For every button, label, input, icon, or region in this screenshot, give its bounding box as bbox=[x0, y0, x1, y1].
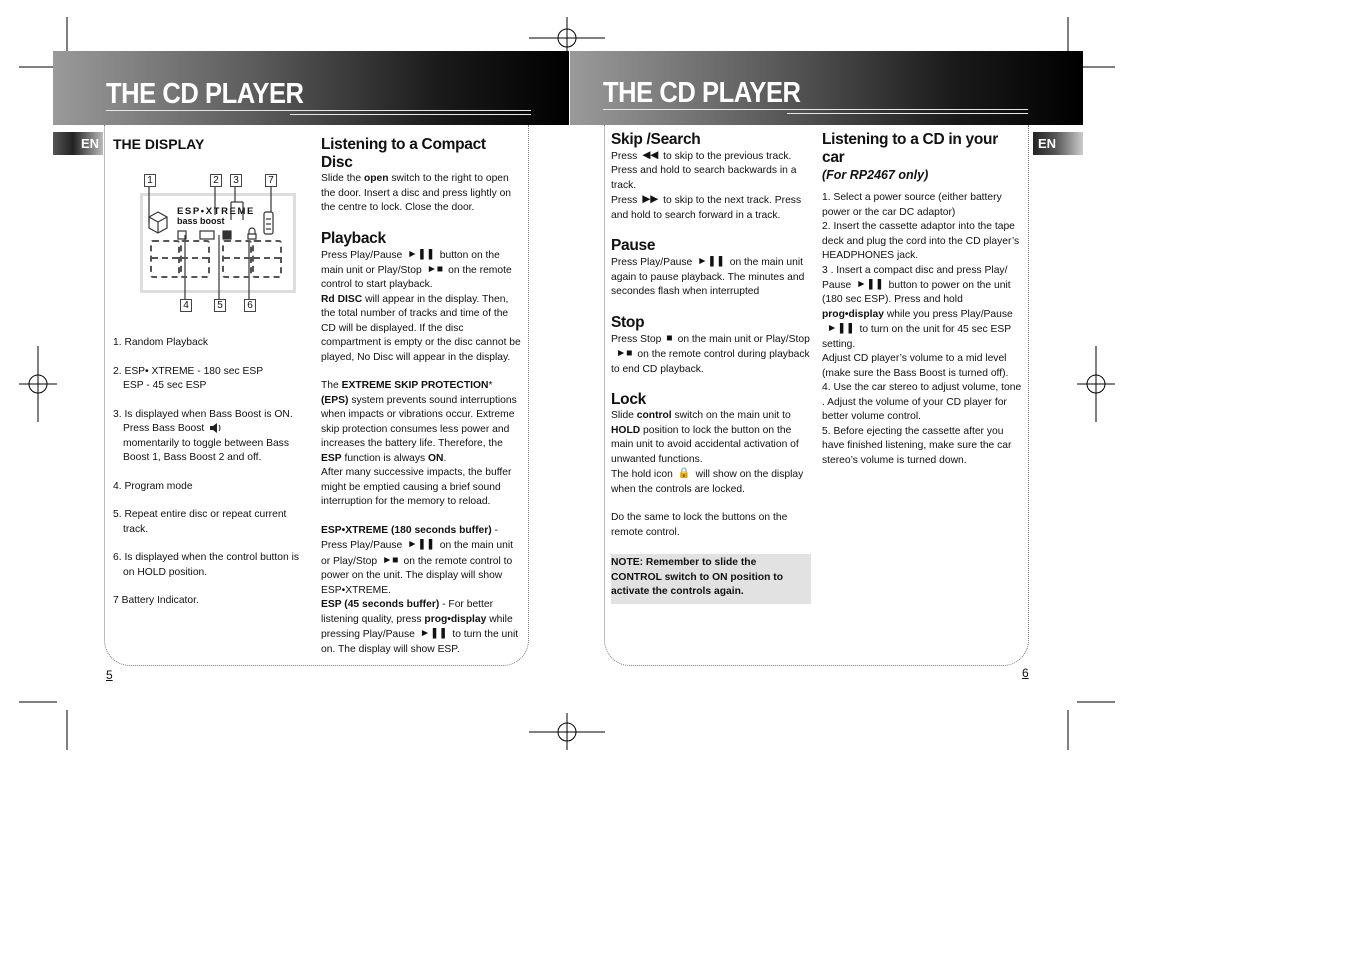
car-heading: Listening to a CD in your car bbox=[822, 131, 998, 166]
random-cube-icon bbox=[149, 212, 167, 233]
stop-icon: ■ bbox=[666, 332, 673, 344]
playback-rd-disc: Rd DISC will appear in the display. Then, the total number of tracks and time of the CD will be displayed. If the disc compartment is empty or the disc cannot be played, No Disc will appear in the display. bbox=[321, 293, 521, 363]
callout-2: 2 bbox=[210, 174, 222, 187]
play-pause-icon: ►❚❚ bbox=[407, 539, 435, 551]
bass-boost-speaker-icon bbox=[209, 422, 221, 434]
legend-item-1: 1. Random Playback bbox=[113, 337, 209, 348]
right-column-1 bbox=[611, 131, 811, 604]
left-banner-rule-2 bbox=[290, 114, 531, 115]
display-legend bbox=[113, 336, 309, 609]
lcd-digit-2 bbox=[180, 240, 210, 278]
callout-4: 4 bbox=[180, 299, 192, 312]
battery-icon bbox=[264, 212, 273, 234]
skip-back-icon: ◀◀ bbox=[642, 150, 659, 161]
lock-text: Slide control switch on the main unit to HOLD position to lock the button on the main unit to avoid accidental activation of unwanted functions. bbox=[611, 410, 799, 465]
lock-hold-icon-text: The hold icon 🔒 will show on the display when the controls are locked. bbox=[611, 468, 804, 495]
esp-45-text: ESP (45 seconds buffer) - For better listening quality, press prog•display while pressing Play/Pause ►❚❚ to turn the unit on. The display will show ESP. bbox=[321, 599, 519, 655]
lock-icon: 🔒 bbox=[677, 468, 691, 480]
callout-1: 1 bbox=[144, 174, 156, 187]
car-step-2: 2. Insert the cassette adaptor into the tape deck and plug the cord into the CD player’s HEADPHONES jack. bbox=[822, 221, 1020, 261]
lcd-digit-1 bbox=[150, 240, 180, 278]
left-banner-rule bbox=[106, 110, 531, 111]
play-pause-icon: ►❚❚ bbox=[407, 248, 435, 260]
lcd-digit-3 bbox=[222, 240, 252, 278]
right-page-number: 6 bbox=[1022, 666, 1029, 680]
skip-heading: Skip /Search bbox=[611, 131, 701, 148]
skip-forward-icon: ▶▶ bbox=[642, 194, 659, 206]
car-step-5: 5. Before ejecting the cassette after you have finished listening, make sure the car stereo’s volume is turned down. bbox=[822, 425, 1012, 466]
eps-buffer-text: After many successive impacts, the buffer might be emptied causing a brief sound interruption for the memory to reload. bbox=[321, 467, 512, 508]
play-pause-icon: ►❚❚ bbox=[827, 323, 855, 335]
callout-7: 7 bbox=[265, 174, 277, 187]
pause-heading: Pause bbox=[611, 237, 656, 255]
legend-item-6b: on HOLD position. bbox=[123, 566, 208, 578]
lcd-digit-4 bbox=[252, 240, 282, 278]
repeat-one-icon bbox=[223, 231, 231, 239]
right-banner-rule-2 bbox=[787, 113, 1028, 114]
car-subheading: (For RP2467 only) bbox=[822, 168, 929, 182]
display-heading: THE DISPLAY bbox=[113, 136, 205, 152]
legend-item-5: 5. Repeat entire disc or repeat current bbox=[113, 509, 287, 520]
playback-text: Press Play/Pause ►❚❚ button on the main unit or Play/Stop ►■ on the remote control to start playback. bbox=[321, 248, 512, 291]
pause-text: Press Play/Pause ►❚❚ on the main unit again to pause playback. The minutes and secondes flash when interrupted bbox=[611, 256, 805, 298]
legend-item-3: 3. Is displayed when Bass Boost is ON. bbox=[113, 408, 293, 420]
left-lang-tab: EN bbox=[53, 132, 103, 155]
car-step-1: 1. Select a power source (either battery power or the car DC adaptor) bbox=[822, 192, 1002, 218]
lcd-esp-xtreme-label: ESP•XTREME bbox=[177, 206, 255, 217]
play-pause-icon: ►❚❚ bbox=[419, 628, 448, 640]
lock-heading: Lock bbox=[611, 391, 646, 409]
legend-item-4: 4. Program mode bbox=[113, 480, 193, 492]
legend-item-5b: track. bbox=[123, 523, 149, 535]
listening-column bbox=[321, 136, 521, 657]
right-column-2 bbox=[822, 131, 1023, 468]
skip-previous-text: Press ◀◀ to skip to the previous track. Press and hold to search backwards in a track. bbox=[611, 150, 797, 191]
playback-heading: Playback bbox=[321, 229, 386, 247]
listening-heading: Listening to a Compact Disc bbox=[321, 136, 486, 171]
callout-5: 5 bbox=[214, 299, 226, 312]
left-page-title: THE CD PLAYER bbox=[106, 78, 304, 110]
callout-3: 3 bbox=[230, 174, 242, 187]
lock-remote-text: Do the same to lock the buttons on the remote control. bbox=[611, 512, 788, 538]
right-page-title: THE CD PLAYER bbox=[603, 77, 801, 109]
legend-item-3b: Press Bass Boost bbox=[113, 422, 309, 437]
repeat-icon bbox=[200, 231, 214, 239]
right-lang-tab: EN bbox=[1033, 132, 1083, 155]
play-pause-icon: ►❚❚ bbox=[697, 256, 725, 268]
stop-heading: Stop bbox=[611, 313, 645, 331]
legend-item-3c: momentarily to toggle between Bass Boost 1, Bass Boost 2 and off. bbox=[123, 437, 289, 463]
legend-item-7: 7 Battery Indicator. bbox=[113, 595, 199, 606]
lock-icon bbox=[248, 228, 256, 239]
play-stop-icon: ►■ bbox=[426, 263, 444, 275]
car-step-3: 3 . Insert a compact disc and press Play/ Pause ►❚❚ button to power on the unit (180 sec ESP). Press and hold prog•display while you press Play/Pause►❚❚ to turn on the unit for 45 sec ESP setting. bbox=[822, 264, 1013, 350]
lcd-bass-boost-label: bass boost bbox=[177, 216, 225, 226]
right-banner-rule bbox=[603, 109, 1028, 110]
play-pause-icon: ►❚❚ bbox=[856, 279, 884, 290]
car-step-4: 4. Use the car stereo to adjust volume, tone . Adjust the volume of your CD player for better volume control. bbox=[822, 382, 1022, 423]
eps-text: The EXTREME SKIP PROTECTION* (EPS) system prevents sound interruptions when impacts or vibrations occur. Extreme skip protection consumes less power and increases the battery life. Therefore, the ESP function is always ON. bbox=[321, 380, 517, 464]
skip-next-text: Press ▶▶ to skip to the next track. Press and hold to search forward in a track. bbox=[611, 194, 802, 221]
display-column bbox=[113, 136, 309, 153]
play-stop-icon: ►■ bbox=[382, 554, 399, 566]
legend-item-6: 6. Is displayed when the control button is bbox=[113, 552, 300, 563]
lock-note: NOTE: Remember to slide the CONTROL switch to ON position to activate the controls again. bbox=[611, 554, 811, 604]
legend-item-2: 2. ESP• XTREME - 180 sec ESP bbox=[113, 365, 264, 377]
left-page-number: 5 bbox=[106, 668, 113, 682]
callout-6: 6 bbox=[244, 299, 256, 312]
stop-text: Press Stop ■ on the main unit or Play/Stop►■ on the remote control during playback to end CD playback. bbox=[611, 332, 810, 375]
car-step-3-volume: Adjust CD player’s volume to a mid level (make sure the Bass Boost is turned off). bbox=[822, 353, 1009, 379]
play-stop-icon: ►■ bbox=[616, 348, 633, 360]
listening-intro: Slide the open switch to the right to open the door. Insert a disc and press lightly on the centre to lock. Close the door. bbox=[321, 173, 512, 213]
esp-xtreme-180-text: ESP•XTREME (180 seconds buffer) - Press Play/Pause ►❚❚ on the main unit or Play/Stop ►■ on the remote control to power on the unit. The display will show ESP•XTREME. bbox=[321, 524, 514, 596]
legend-item-2b: ESP - 45 sec ESP bbox=[123, 380, 207, 391]
